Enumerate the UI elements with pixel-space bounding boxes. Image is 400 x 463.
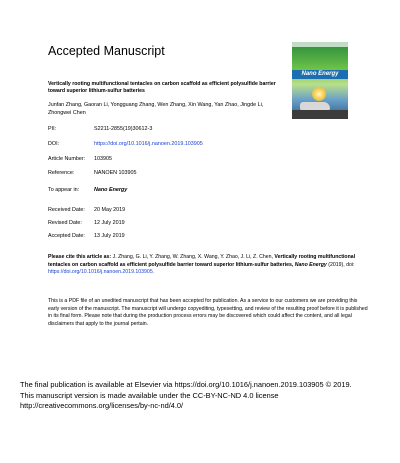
citation-tail: (2019), doi: <box>328 261 355 268</box>
article-number-label: Article Number: <box>48 156 86 162</box>
footer-line-1: The final publication is available at Elsevier via https://doi.org/10.1016/j.nanoen.2019.103905 © 2019. <box>20 380 352 389</box>
cover-logo-text: Nano Energy <box>301 71 339 77</box>
appear-in-journal: Nano Energy <box>94 187 128 193</box>
citation-authors: J. Zhang, G. Li, Y. Zhang, W. Zhang, X. Wang, Y. Zhao, J. Li, Z. Chen, <box>112 254 273 260</box>
page-heading: Accepted Manuscript <box>48 44 165 58</box>
doi-link[interactable]: https://doi.org/10.1016/j.nanoen.2019.103905 <box>94 141 203 147</box>
revised-date-label: Revised Date: <box>48 220 82 226</box>
reference-label: Reference: <box>48 170 75 176</box>
pii-label: PII: <box>48 126 57 132</box>
received-date-value: 20 May 2019 <box>94 207 126 213</box>
pii-value: S2211-2855(19)30612-3 <box>94 126 153 132</box>
accepted-date-value: 13 July 2019 <box>94 233 125 239</box>
reference-value: NANOEN 103905 <box>94 170 137 176</box>
citation-block <box>48 254 368 277</box>
journal-cover-image <box>292 42 348 119</box>
doi-label: DOI: <box>48 141 60 147</box>
citation-title: Vertically rooting multifunctional tentacles on carbon scaffold as efficient polysulfide barrier toward superior lithium-sulfur batteries, <box>48 254 356 268</box>
disclaimer-text: This is a PDF file of an unedited manuscript that has been accepted for publication. As a service to our customers we are providing this early version of the manuscript. The manuscript will undergo copyediting, typesetting, and review of the resulting proof before it is published in its final form. Please note that during the production process errors may be discovered which could affect the content, and all legal disclaimers that apply to the journal pertain. <box>48 298 368 327</box>
received-date-label: Received Date: <box>48 207 85 213</box>
article-authors: Junfan Zhang, Gaoran Li, Yongguang Zhang, Wen Zhang, Xin Wang, Yan Zhao, Jingde Li, Zhongwei Chen <box>48 102 264 116</box>
cover-top-strip <box>292 42 348 47</box>
article-number-value: 103905 <box>94 156 112 162</box>
revised-date-value: 12 July 2019 <box>94 220 125 226</box>
cover-car-graphic <box>300 102 330 110</box>
article-title: Vertically rooting multifunctional tentacles on carbon scaffold as efficient polysulfide barrier toward superior lithium-sulfur batteries <box>48 81 276 94</box>
citation-prefix: Please cite this article as: <box>48 254 112 260</box>
footer-license-url[interactable]: http://creativecommons.org/licenses/by-nc-nd/4.0/ <box>20 401 184 410</box>
accepted-date-label: Accepted Date: <box>48 233 85 239</box>
cover-sun-graphic <box>312 87 326 101</box>
footer-line-2: This manuscript version is made available under the CC-BY-NC-ND 4.0 license <box>20 390 279 400</box>
citation-doi-link[interactable]: https://doi.org/10.1016/j.nanoen.2019.103905. <box>48 269 155 275</box>
footer-notice <box>20 380 390 412</box>
cover-road-graphic <box>292 110 348 119</box>
citation-journal: Nano Energy <box>294 261 327 268</box>
appear-in-label: To appear in: <box>48 187 80 193</box>
